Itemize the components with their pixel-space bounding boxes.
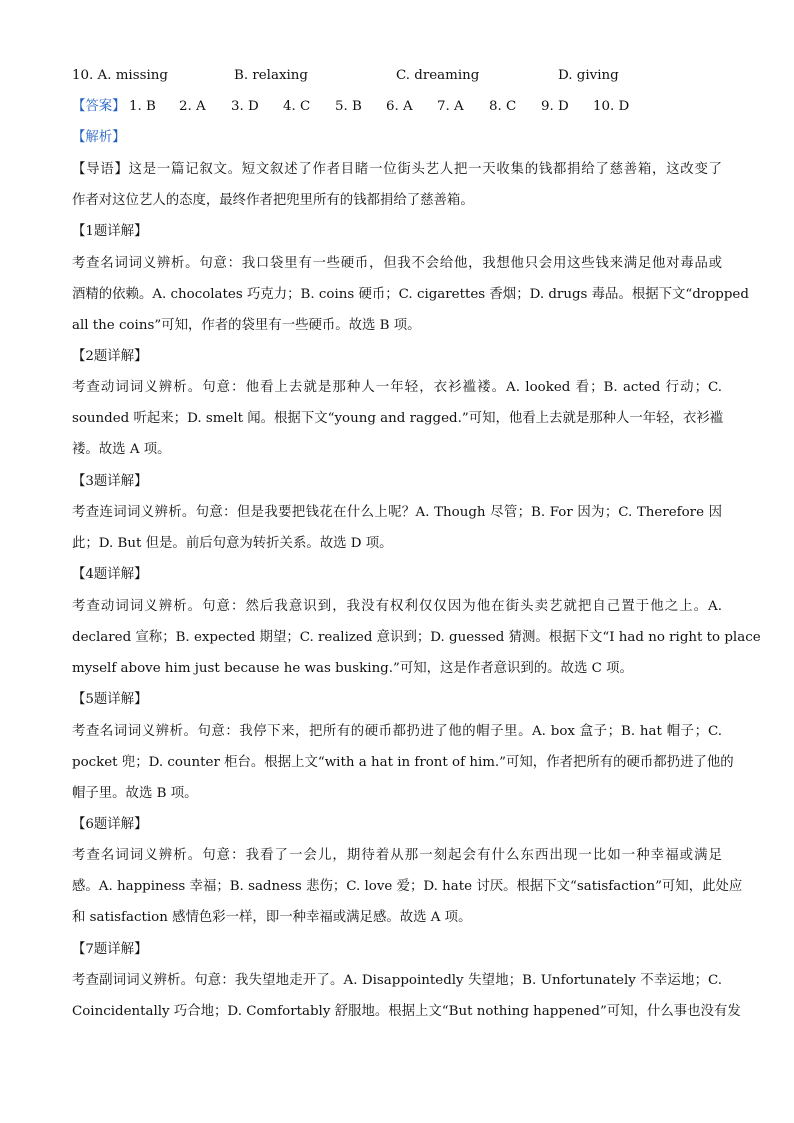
detail-7-line: 考查副词词义辨析。句意：我失望地走开了。A. Disappointedly 失望地；B. Unfortunately 不幸运地；C. (72, 973, 722, 988)
detail-2-line: 考查动词词义辨析。句意：他看上去就是那种人一年轻，衣衫褴褛。A. looked 看；B. acted 行动；C. (72, 380, 722, 395)
detail-5-line: 帽子里。故选 B 项。 (72, 786, 198, 801)
intro-line-1: 【导语】这是一篇记叙文。短文叙述了作者目睹一位街头艺人把一天收集的钱都捐给了慈善箱，这改变了 (72, 162, 722, 177)
intro-line-2: 作者对这位艺人的态度，最终作者把兜里所有的钱都捐给了慈善箱。 (72, 193, 474, 208)
detail-3-line: 此；D. But 但是。前后句意为转折关系。故选 D 项。 (72, 536, 393, 551)
answer-item: 2. A (179, 99, 206, 114)
detail-1-heading: 【1题详解】 (72, 224, 148, 239)
detail-6-line: 考查名词词义辨析。句意：我看了一会儿，期待着从那一刻起会有什么东西出现一比如一种幸福或满足 (72, 848, 722, 863)
detail-1-line: 考查名词词义辨析。句意：我口袋里有一些硬币，但我不会给他，我想他只会用这些钱来满足他对毒品或 (72, 256, 722, 271)
detail-7-heading: 【7题详解】 (72, 942, 148, 957)
option-d: D. giving (558, 68, 619, 83)
answer-item: 9. D (541, 99, 569, 114)
detail-5-line: pocket 兜；D. counter 柜台。根据上文“with a hat in front of him.”可知，作者把所有的硬币都扔进了他的 (72, 755, 734, 770)
detail-5-heading: 【5题详解】 (72, 692, 148, 707)
option-b: B. relaxing (234, 68, 308, 83)
detail-4-line: declared 宣称；B. expected 期望；C. realized 意识到；D. guessed 猜测。根据下文“I had no right to place (72, 630, 761, 645)
answer-item: 6. A (386, 99, 413, 114)
analysis-label: 【解析】 (72, 130, 126, 145)
detail-4-heading: 【4题详解】 (72, 567, 148, 582)
answers-label: 【答案】 (72, 99, 126, 114)
detail-5-line: 考查名词词义辨析。句意：我停下来，把所有的硬币都扔进了他的帽子里。A. box 盒子；B. hat 帽子；C. (72, 724, 722, 739)
answer-item: 10. D (593, 99, 630, 114)
detail-4-line: 考查动词词义辨析。句意：然后我意识到，我没有权利仅仅因为他在街头卖艺就把自己置于他之上。A. (72, 599, 722, 614)
detail-7-line: Coincidentally 巧合地；D. Comfortably 舒服地。根据上文“But nothing happened”可知，什么事也没有发 (72, 1004, 741, 1019)
answer-item: 8. C (489, 99, 517, 114)
detail-1-line: all the coins”可知，作者的袋里有一些硬币。故选 B 项。 (72, 318, 421, 333)
detail-4-line: myself above him just because he was busking.”可知，这是作者意识到的。故选 C 项。 (72, 661, 633, 676)
option-a: 10. A. missing (72, 68, 168, 83)
detail-3-heading: 【3题详解】 (72, 474, 148, 489)
option-c: C. dreaming (396, 68, 480, 83)
detail-2-heading: 【2题详解】 (72, 349, 148, 364)
detail-6-line: 和 satisfaction 感情色彩一样，即一种幸福或满足感。故选 A 项。 (72, 910, 472, 925)
detail-6-heading: 【6题详解】 (72, 817, 148, 832)
answer-item: 7. A (437, 99, 464, 114)
detail-2-line: 褛。故选 A 项。 (72, 442, 171, 457)
detail-6-line: 感。A. happiness 幸福；B. sadness 悲伤；C. love 爱；D. hate 讨厌。根据下文“satisfaction”可知，此处应 (72, 879, 743, 894)
detail-3-line: 考查连词词义辨析。句意：但是我要把钱花在什么上呢？A. Though 尽管；B. For 因为；C. Therefore 因 (72, 505, 722, 520)
answer-item: 5. B (335, 99, 362, 114)
answer-item: 4. C (283, 99, 311, 114)
answer-item: 3. D (231, 99, 259, 114)
detail-1-line: 酒精的依赖。A. chocolates 巧克力；B. coins 硬币；C. cigarettes 香烟；D. drugs 毒品。根据下文“dropped (72, 287, 749, 302)
detail-2-line: sounded 听起来；D. smelt 闻。根据下文“young and ragged.”可知，他看上去就是那种人一年轻，衣衫褴 (72, 411, 724, 426)
answer-item: 1. B (129, 99, 156, 114)
